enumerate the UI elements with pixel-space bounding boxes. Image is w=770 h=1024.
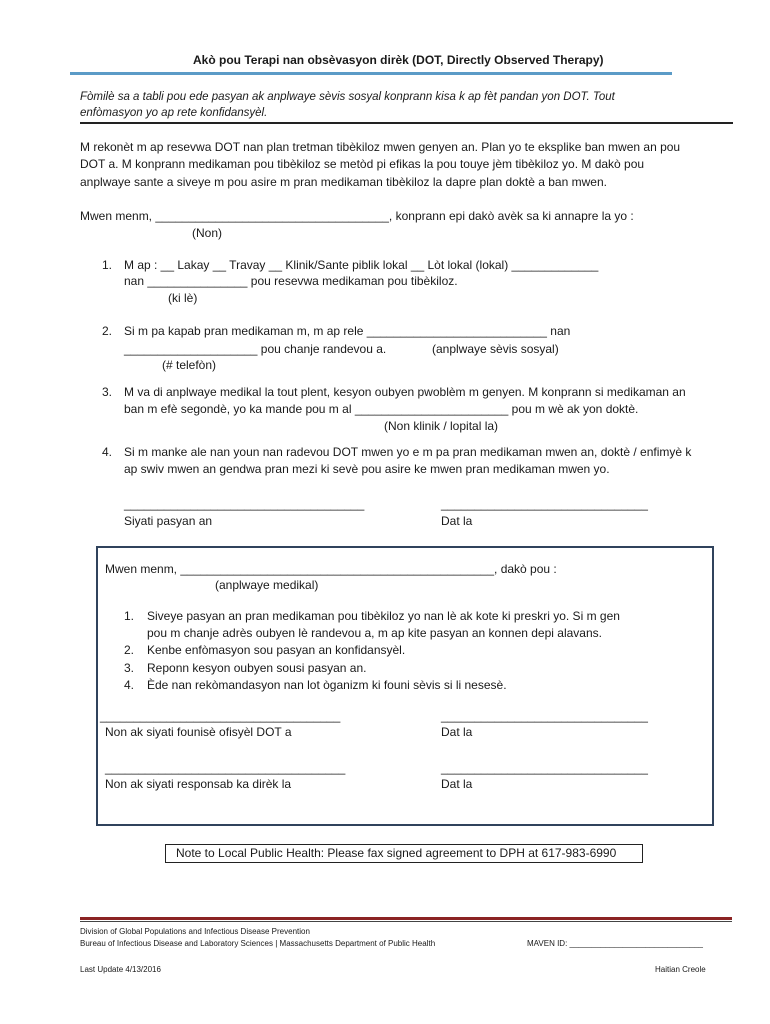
- dot-provider-signature-label: Non ak siyati founisè ofisyèl DOT a: [105, 725, 292, 739]
- title-divider: [70, 72, 672, 75]
- item-number: 4.: [102, 445, 113, 459]
- maven-id-field[interactable]: MAVEN ID: ______________________________: [527, 939, 703, 948]
- item-number: 3.: [102, 385, 113, 399]
- patient-date-label: Dat la: [441, 514, 473, 528]
- provider-name-field[interactable]: Mwen menm, _______________________________________________, dakò pou :: [105, 562, 557, 576]
- provider-item-number: 2.: [124, 643, 135, 657]
- provider-item2: Kenbe enfòmasyon sou pasyan an konfidansyèl.: [147, 643, 406, 657]
- item-number: 2.: [102, 324, 113, 338]
- provider-item-number: 3.: [124, 661, 135, 675]
- dot-provider-date-label: Dat la: [441, 725, 473, 739]
- dot-provider-signature-field[interactable]: ____________________________________: [100, 709, 341, 723]
- language-label: Haitian Creole: [655, 965, 706, 974]
- patient-signature-label: Siyati pasyan an: [124, 514, 213, 528]
- case-manager-signature-label: Non ak siyati responsab ka dirèk la: [105, 777, 292, 791]
- case-manager-date-label: Dat la: [441, 777, 473, 791]
- provider-item4: Ède nan rekòmandasyon nan lot òganizm ki founi sèvis si li nesesè.: [147, 678, 507, 692]
- provider-item1-line1: Siveye pasyan an pran medikaman pou tibèkiloz yo nan lè ak kote ki preskri yo. Si m gen: [147, 609, 620, 623]
- provider-name-caption: (anplwaye medikal): [215, 578, 319, 592]
- item4-line1: Si m manke ale nan youn nan radevou DOT mwen yo e m pa pran medikaman mwen an, doktè / enfimyè k: [124, 445, 692, 459]
- fax-note: Note to Local Public Health: Please fax signed agreement to DPH at 617-983-6990: [165, 844, 643, 863]
- footer-divider-thin: [80, 921, 732, 922]
- item2-social-worker-caption: (anplwaye sèvis sosyal): [432, 342, 559, 356]
- page-title: Akò pou Terapi nan obsèvasyon dirèk (DOT, Directly Observed Therapy): [193, 53, 604, 67]
- provider-item-number: 4.: [124, 678, 135, 692]
- patient-signature-field[interactable]: ____________________________________: [124, 497, 365, 511]
- item2-social-worker-field[interactable]: Si m pa kapab pran medikaman m, m ap rele ___________________________ nan: [124, 324, 571, 338]
- item3-clinic-field[interactable]: ban m efè segondè, yo ka mande pou m al _______________________ pou m wè ak yon doktè.: [124, 402, 639, 416]
- last-update: Last Update 4/13/2016: [80, 965, 161, 974]
- item1-time-caption: (ki lè): [168, 291, 198, 305]
- intro-italic-line1: Fòmilè sa a tabli pou ede pasyan ak anplwaye sèvis sosyal konprann kisa k ap fèt pandan yon DOT. Tout: [80, 91, 615, 103]
- intro-paragraph-line2: DOT a. M konprann medikaman pou tibèkiloz se metòd pi efikas la pou touye jèm tibèkiloz yo. M dakò pou: [80, 157, 645, 171]
- case-manager-signature-field[interactable]: ____________________________________: [105, 761, 346, 775]
- footer-bureau: Bureau of Infectious Disease and Laboratory Sciences | Massachusetts Department of Public Health: [80, 939, 436, 948]
- intro-paragraph-line3: anplwaye sante a siveye m pou asire m pran medikaman tibèkiloz la dapre plan doktè a ban mwen.: [80, 175, 607, 189]
- patient-name-caption: (Non): [192, 226, 223, 240]
- item3-line1: M va di anplwaye medikal la tout plent, kesyon oubyen pwoblèm m genyen. M konprann si medikaman an: [124, 385, 686, 399]
- case-manager-date-field[interactable]: _______________________________: [441, 761, 648, 775]
- provider-item3: Reponn kesyon oubyen sousi pasyan an.: [147, 661, 367, 675]
- item1-time-field[interactable]: nan _______________ pou resevwa medikaman pou tibèkiloz.: [124, 274, 458, 288]
- dot-provider-date-field[interactable]: _______________________________: [441, 709, 648, 723]
- intro-divider: [80, 122, 733, 124]
- provider-item-number: 1.: [124, 609, 135, 623]
- item-number: 1.: [102, 258, 113, 272]
- item2-phone-field[interactable]: ____________________ pou chanje randevou a.: [124, 342, 387, 356]
- footer-division: Division of Global Populations and Infectious Disease Prevention: [80, 927, 310, 936]
- patient-date-field[interactable]: _______________________________: [441, 497, 648, 511]
- intro-italic-line2: enfòmasyon yo ap rete konfidansyèl.: [80, 107, 268, 119]
- patient-name-field[interactable]: Mwen menm, ___________________________________, konprann epi dakò avèk sa ki annapre la yo :: [80, 209, 634, 223]
- item2-phone-caption: (# telefòn): [162, 358, 217, 372]
- footer-divider: [80, 917, 732, 920]
- item4-line2: ap swiv mwen an gendwa pran mezi ki sevè pou asire ke mwen pran medikaman mwen yo.: [124, 462, 610, 476]
- item1-location-options[interactable]: M ap : __ Lakay __ Travay __ Klinik/Sante piblik lokal __ Lòt lokal (lokal) _____________: [124, 258, 599, 272]
- item3-clinic-caption: (Non klinik / lopital la): [384, 419, 499, 433]
- provider-item1-line2: pou m chanje adrès oubyen lè randevou a, m ap kite pasyan an konnen depi alavans.: [147, 626, 602, 640]
- intro-paragraph-line1: M rekonèt m ap resevwa DOT nan plan tretman tibèkiloz mwen genyen an. Plan yo te eksplike ban mwen an pou: [80, 140, 681, 154]
